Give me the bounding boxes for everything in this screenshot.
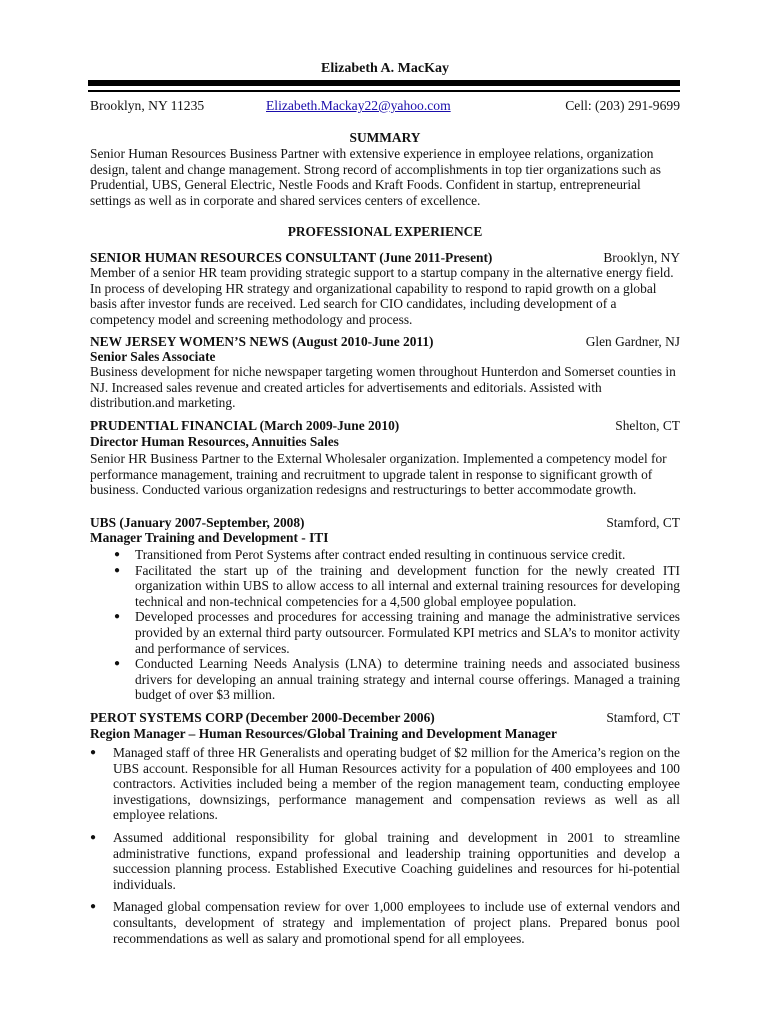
- job-location: Glen Gardner, NJ: [585, 334, 680, 349]
- header-rule-thick: [88, 80, 680, 86]
- bullet-icon: ●: [90, 747, 97, 758]
- list-item: [90, 609, 680, 656]
- bullet-text: Transitioned from Perot Systems after contract ended resulting in continuous service credit.: [135, 547, 626, 562]
- job-location: Brooklyn, NY: [603, 250, 680, 265]
- bullet-icon: ●: [114, 564, 121, 576]
- list-item: [90, 656, 680, 703]
- bullet-text: Conducted Learning Needs Analysis (LNA) to determine training needs and associated business drivers for developing an annual training strategy and internal course offerings. Managed a training budget of over $3 million.: [135, 656, 680, 703]
- bullet-text: Assumed additional responsibility for global training and development in 2001 to streamline administrative functions, expand professional and leadership training opportunities and develop a succession planning process. Established Executive Coaching guidelines and resources for hi-potential individuals.: [113, 829, 680, 892]
- summary-text: Senior Human Resources Business Partner with extensive experience in employee relations, organization design, talent and change management. Strong record of accomplishments in top tier organizations such as Prudential, UBS, General Electric, Nestle Foods and Kraft Foods. Confident in startup, entrepreneurial settings as well as in corporate and shared services centers of excellence.: [90, 146, 661, 208]
- header-rule-thin: [88, 90, 680, 92]
- list-item: [90, 547, 680, 563]
- job-description: Member of a senior HR team providing strategic support to a startup company in the alternative energy field. In process of developing HR strategy and organizational capability to respond to rapid growth on a global basis after investor funds are received. Led search for CIO candidates, including development of a competency model and screening methodology and process.: [90, 265, 674, 327]
- list-item: [90, 830, 680, 892]
- job-header: [90, 710, 680, 726]
- job-role: Director Human Resources, Annuities Sales: [90, 434, 339, 449]
- job-role: Manager Training and Development - ITI: [90, 530, 329, 545]
- job-role: Senior Sales Associate: [90, 349, 216, 364]
- bullet-icon: ●: [114, 658, 121, 670]
- summary-heading: SUMMARY: [349, 130, 421, 145]
- contact-line: [90, 98, 680, 116]
- candidate-name: Elizabeth A. MacKay: [321, 61, 449, 76]
- job-title: UBS (January 2007-September, 2008): [90, 515, 305, 530]
- list-item: [90, 745, 680, 823]
- job-bullet-list: [90, 745, 680, 946]
- job-title: NEW JERSEY WOMEN’S NEWS (August 2010-June 2011): [90, 334, 434, 349]
- bullet-icon: ●: [114, 549, 121, 560]
- job-location: Shelton, CT: [615, 418, 680, 433]
- experience-heading: PROFESSIONAL EXPERIENCE: [287, 224, 483, 239]
- job-title: PRUDENTIAL FINANCIAL (March 2009-June 2010): [90, 418, 400, 433]
- bullet-text: Managed staff of three HR Generalists and operating budget of $2 million for the America’s region on the UBS account. Responsible for all Human Resources activity for a population of 400 employees and 100 contractors. Activities included being a member of the region management team, conducting employee investigations, downsizings, performance management and compensation reviews as well as all employee relations.: [113, 745, 680, 823]
- list-item: [90, 899, 680, 946]
- job-location: Stamford, CT: [606, 710, 680, 725]
- job-role: Region Manager – Human Resources/Global Training and Development Manager: [90, 726, 557, 741]
- job-location: Stamford, CT: [606, 515, 680, 530]
- job-bullet-list: [90, 547, 680, 703]
- list-item: [90, 563, 680, 610]
- cell-phone: Cell: (203) 291-9699: [565, 98, 680, 113]
- bullet-text: Developed processes and procedures for accessing training and manage the administrative services provided by an external third party outsourcer. Formulated KPI metrics and SLA’s to monitor activity and performance of services.: [135, 609, 680, 656]
- job-header: [90, 418, 680, 434]
- job-header: [90, 334, 680, 350]
- bullet-icon: ●: [114, 611, 121, 623]
- job-description: Business development for niche newspaper targeting women throughout Hunterdon and Somerset counties in NJ. Increased sales revenue and created articles for advertisements and editorials. Assisted with distribution.and marketing.: [90, 364, 676, 411]
- address: Brooklyn, NY 11235: [90, 98, 205, 113]
- job-title: SENIOR HUMAN RESOURCES CONSULTANT (June 2011-Present): [90, 250, 493, 265]
- bullet-icon: ●: [90, 901, 97, 913]
- job-title: PEROT SYSTEMS CORP (December 2000-December 2006): [90, 710, 435, 725]
- email-link[interactable]: Elizabeth.Mackay22@yahoo.com: [266, 98, 451, 113]
- bullet-icon: ●: [90, 831, 97, 843]
- bullet-text: Managed global compensation review for over 1,000 employees to include use of external vendors and consultants, development of strategy and implementation of project plans. Prepared bonus pool recommendations as well as salary and promotional spend for all employees.: [113, 899, 680, 946]
- job-header: [90, 515, 680, 531]
- bullet-text: Facilitated the start up of the training and development function for the newly created ITI organization within UBS to allow access to all internal and external training resources for developing technical and non-technical competencies for a 4,500 global employee population.: [135, 562, 680, 609]
- job-description: Senior HR Business Partner to the External Wholesaler organization. Implemented a competency model for performance management, training and recruitment to upgrade talent in response to significant growth of business. Conducted various organization redesigns and restructurings to better accommodate growth.: [90, 451, 667, 498]
- job-header: [90, 250, 680, 266]
